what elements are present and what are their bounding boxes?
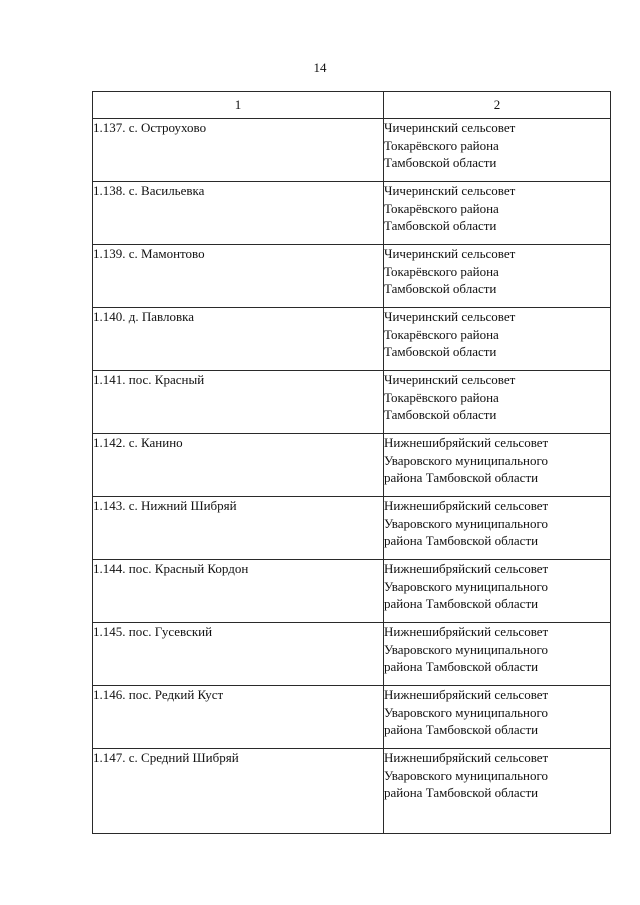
administrative-unit-line: Нижнешибряйский сельсовет: [384, 750, 549, 765]
administrative-unit-line: Уваровского муниципального: [384, 452, 548, 468]
administrative-unit-line: Тамбовской области: [384, 281, 497, 296]
administrative-unit-line: Тамбовской области: [384, 155, 497, 170]
administrative-unit-line: района Тамбовской области: [384, 470, 539, 485]
administrative-unit-line: Чичеринский сельсовет: [384, 309, 516, 324]
settlement-name: 1.144. пос. Красный Кордон: [93, 560, 384, 623]
table-row: [93, 497, 611, 560]
settlements-table: [92, 91, 611, 834]
administrative-unit-line: Нижнешибряйский сельсовет: [384, 561, 549, 576]
administrative-unit-line: Чичеринский сельсовет: [384, 120, 516, 135]
administrative-unit-line: Нижнешибряйский сельсовет: [384, 624, 549, 639]
settlement-name: 1.143. с. Нижний Шибряй: [93, 497, 384, 560]
table-row: [93, 434, 611, 497]
administrative-unit-line: Токарёвского района: [384, 200, 499, 216]
table-row: [93, 119, 611, 182]
administrative-unit-line: района Тамбовской области: [384, 785, 539, 800]
administrative-unit-line: Уваровского муниципального: [384, 515, 548, 531]
table-row: [93, 371, 611, 434]
settlement-name: 1.146. пос. Редкий Куст: [93, 686, 384, 749]
administrative-unit-line: Уваровского муниципального: [384, 704, 548, 720]
administrative-unit-line: Уваровского муниципального: [384, 767, 548, 783]
settlement-name: 1.145. пос. Гусевский: [93, 623, 384, 686]
settlement-name: 1.138. с. Васильевка: [93, 182, 384, 245]
column-header-1: 1: [93, 92, 384, 119]
administrative-unit-line: района Тамбовской области: [384, 722, 539, 737]
administrative-unit-line: Уваровского муниципального: [384, 641, 548, 657]
administrative-unit-line: района Тамбовской области: [384, 659, 539, 674]
administrative-unit-line: Токарёвского района: [384, 137, 499, 153]
table-row: [93, 245, 611, 308]
administrative-unit: [384, 434, 611, 497]
administrative-unit-line: Токарёвского района: [384, 326, 499, 342]
administrative-unit: [384, 245, 611, 308]
administrative-unit-line: Чичеринский сельсовет: [384, 372, 516, 387]
table-row: [93, 182, 611, 245]
table-row: [93, 623, 611, 686]
table-body: [93, 119, 611, 834]
administrative-unit: [384, 308, 611, 371]
administrative-unit-line: Нижнешибряйский сельсовет: [384, 435, 549, 450]
administrative-unit: [384, 182, 611, 245]
table-row: [93, 308, 611, 371]
settlement-name: 1.137. с. Остроухово: [93, 119, 384, 182]
table-row: [93, 560, 611, 623]
administrative-unit: [384, 497, 611, 560]
administrative-unit: [384, 119, 611, 182]
administrative-unit-line: Уваровского муниципального: [384, 578, 548, 594]
administrative-unit: [384, 623, 611, 686]
settlement-name: 1.139. с. Мамонтово: [93, 245, 384, 308]
administrative-unit-line: Чичеринский сельсовет: [384, 183, 516, 198]
settlement-name: 1.141. пос. Красный: [93, 371, 384, 434]
administrative-unit-line: Тамбовской области: [384, 407, 497, 422]
table-row: [93, 749, 611, 834]
administrative-unit-line: Нижнешибряйский сельсовет: [384, 687, 549, 702]
administrative-unit-line: Токарёвского района: [384, 389, 499, 405]
administrative-unit-line: Токарёвского района: [384, 263, 499, 279]
administrative-unit: [384, 371, 611, 434]
administrative-unit-line: Тамбовской области: [384, 344, 497, 359]
administrative-unit: [384, 686, 611, 749]
settlement-name: 1.140. д. Павловка: [93, 308, 384, 371]
settlement-name: 1.147. с. Средний Шибряй: [93, 749, 384, 834]
settlement-name: 1.142. с. Канино: [93, 434, 384, 497]
column-header-2: 2: [384, 92, 611, 119]
administrative-unit-line: района Тамбовской области: [384, 533, 539, 548]
administrative-unit-line: Нижнешибряйский сельсовет: [384, 498, 549, 513]
table-row: [93, 686, 611, 749]
administrative-unit: [384, 560, 611, 623]
table-header-row: [93, 92, 611, 119]
administrative-unit: [384, 749, 611, 834]
administrative-unit-line: района Тамбовской области: [384, 596, 539, 611]
administrative-unit-line: Чичеринский сельсовет: [384, 246, 516, 261]
administrative-unit-line: Тамбовской области: [384, 218, 497, 233]
page-number: 14: [313, 60, 327, 75]
